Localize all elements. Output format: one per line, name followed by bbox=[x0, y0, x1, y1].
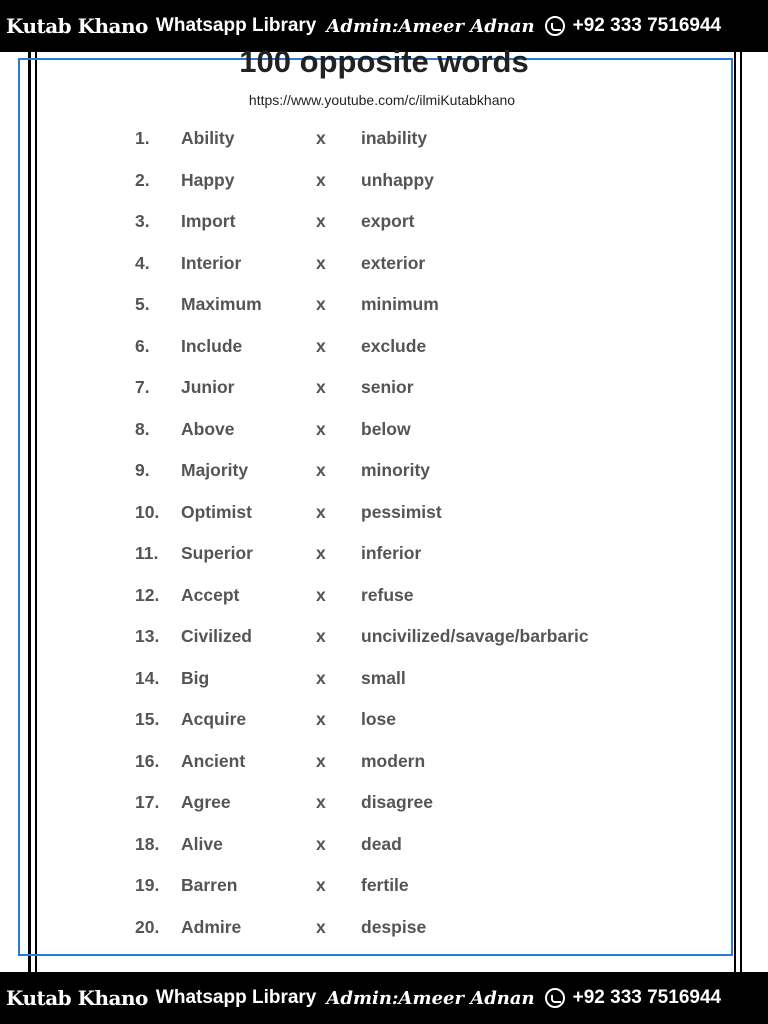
opposite-word: minimum bbox=[361, 294, 439, 314]
opposite-word: small bbox=[361, 667, 406, 688]
opposite-word: pessimist bbox=[361, 501, 442, 522]
separator: x bbox=[316, 128, 326, 148]
separator: x bbox=[316, 626, 326, 646]
separator: x bbox=[316, 335, 326, 356]
row-number: 15. bbox=[135, 709, 160, 729]
word-pair-row bbox=[0, 741, 768, 782]
word: Ability bbox=[181, 128, 235, 148]
opposite-word: minority bbox=[361, 460, 431, 480]
word-pair-row bbox=[0, 865, 768, 906]
opposite-word: lose bbox=[361, 709, 397, 729]
separator: x bbox=[316, 169, 326, 190]
word: Optimist bbox=[181, 501, 252, 522]
row-number: 10. bbox=[135, 501, 160, 522]
admin-label: Admin:Ameer Adnan bbox=[326, 15, 535, 37]
page-title: 100 opposite words bbox=[239, 44, 529, 79]
row-number: 5. bbox=[135, 294, 150, 314]
admin-label: Admin:Ameer Adnan bbox=[326, 987, 535, 1009]
word: Accept bbox=[181, 584, 240, 605]
word: Majority bbox=[181, 460, 249, 480]
library-subtitle: Whatsapp Library bbox=[155, 987, 317, 1008]
opposite-word: uncivilized/savage/barbaric bbox=[361, 626, 589, 646]
opposite-word: senior bbox=[361, 377, 414, 397]
opposite-word: modern bbox=[361, 750, 426, 771]
word-pair-row bbox=[0, 575, 768, 616]
row-number: 14. bbox=[135, 667, 160, 688]
separator: x bbox=[316, 709, 326, 729]
word: Happy bbox=[181, 169, 235, 190]
word: Import bbox=[181, 211, 236, 231]
separator: x bbox=[316, 501, 326, 522]
row-number: 18. bbox=[135, 833, 160, 854]
opposite-word: dead bbox=[361, 833, 402, 854]
opposite-word: inferior bbox=[361, 543, 422, 563]
row-number: 1. bbox=[135, 128, 150, 148]
word-pair-row bbox=[0, 450, 768, 491]
word: Alive bbox=[181, 833, 223, 854]
word: Ancient bbox=[181, 750, 246, 771]
separator: x bbox=[316, 833, 326, 854]
word: Above bbox=[181, 418, 235, 439]
library-name: Kutab Khano bbox=[6, 986, 148, 1010]
opposite-word: disagree bbox=[361, 792, 433, 812]
whatsapp-icon bbox=[545, 16, 565, 36]
separator: x bbox=[316, 875, 326, 895]
word-pair-row bbox=[0, 533, 768, 574]
opposite-word: refuse bbox=[361, 584, 414, 605]
word: Include bbox=[181, 335, 243, 356]
word-pair-row bbox=[0, 699, 768, 740]
channel-url[interactable]: https://www.youtube.com/c/ilmiKutabkhano bbox=[248, 92, 516, 108]
row-number: 20. bbox=[135, 916, 160, 937]
word-pair-row bbox=[0, 118, 768, 159]
opposite-word: despise bbox=[361, 916, 427, 937]
phone-number: +92 333 7516944 bbox=[572, 987, 722, 1008]
word-pair-row bbox=[0, 409, 768, 450]
phone-number: +92 333 7516944 bbox=[572, 15, 722, 36]
separator: x bbox=[316, 543, 326, 563]
word: Acquire bbox=[181, 709, 247, 729]
word-pair-row bbox=[0, 616, 768, 657]
separator: x bbox=[316, 584, 326, 605]
opposite-word: inability bbox=[361, 128, 428, 148]
bottom-banner bbox=[0, 972, 768, 1024]
row-number: 8. bbox=[135, 418, 150, 439]
word: Big bbox=[181, 667, 210, 688]
separator: x bbox=[316, 916, 326, 937]
word-pair-row bbox=[0, 782, 768, 823]
word-pair-row bbox=[0, 658, 768, 699]
separator: x bbox=[316, 792, 326, 812]
row-number: 4. bbox=[135, 252, 150, 273]
row-number: 2. bbox=[135, 169, 150, 190]
word: Admire bbox=[181, 916, 242, 937]
word: Civilized bbox=[181, 626, 252, 646]
separator: x bbox=[316, 460, 326, 480]
separator: x bbox=[316, 418, 326, 439]
opposite-word: exterior bbox=[361, 252, 426, 273]
whatsapp-icon bbox=[545, 988, 565, 1008]
opposite-word: fertile bbox=[361, 875, 409, 895]
row-number: 11. bbox=[135, 543, 159, 563]
row-number: 12. bbox=[135, 584, 160, 605]
word-pair-row bbox=[0, 367, 768, 408]
word: Junior bbox=[181, 377, 235, 397]
separator: x bbox=[316, 294, 326, 314]
word: Agree bbox=[181, 792, 231, 812]
row-number: 16. bbox=[135, 750, 160, 771]
word-pair-row bbox=[0, 326, 768, 367]
word-pair-row bbox=[0, 160, 768, 201]
word: Maximum bbox=[181, 294, 262, 314]
word: Superior bbox=[181, 543, 253, 563]
opposite-word: below bbox=[361, 418, 411, 439]
row-number: 6. bbox=[135, 335, 150, 356]
separator: x bbox=[316, 377, 326, 397]
row-number: 19. bbox=[135, 875, 160, 895]
opposite-word: exclude bbox=[361, 335, 427, 356]
library-subtitle: Whatsapp Library bbox=[155, 15, 317, 36]
row-number: 3. bbox=[135, 211, 150, 231]
separator: x bbox=[316, 750, 326, 771]
row-number: 9. bbox=[135, 460, 150, 480]
word-pair-row bbox=[0, 201, 768, 242]
word-pair-row bbox=[0, 907, 768, 948]
separator: x bbox=[316, 252, 326, 273]
row-number: 7. bbox=[135, 377, 150, 397]
row-number: 17. bbox=[135, 792, 160, 812]
opposite-word: export bbox=[361, 211, 415, 231]
opposite-word: unhappy bbox=[361, 169, 434, 190]
word-pair-row bbox=[0, 824, 768, 865]
separator: x bbox=[316, 667, 326, 688]
word: Barren bbox=[181, 875, 238, 895]
word: Interior bbox=[181, 252, 242, 273]
row-number: 13. bbox=[135, 626, 160, 646]
word-pair-row bbox=[0, 284, 768, 325]
library-name: Kutab Khano bbox=[6, 14, 148, 38]
word-pair-row bbox=[0, 492, 768, 533]
separator: x bbox=[316, 211, 326, 231]
word-pair-row bbox=[0, 243, 768, 284]
